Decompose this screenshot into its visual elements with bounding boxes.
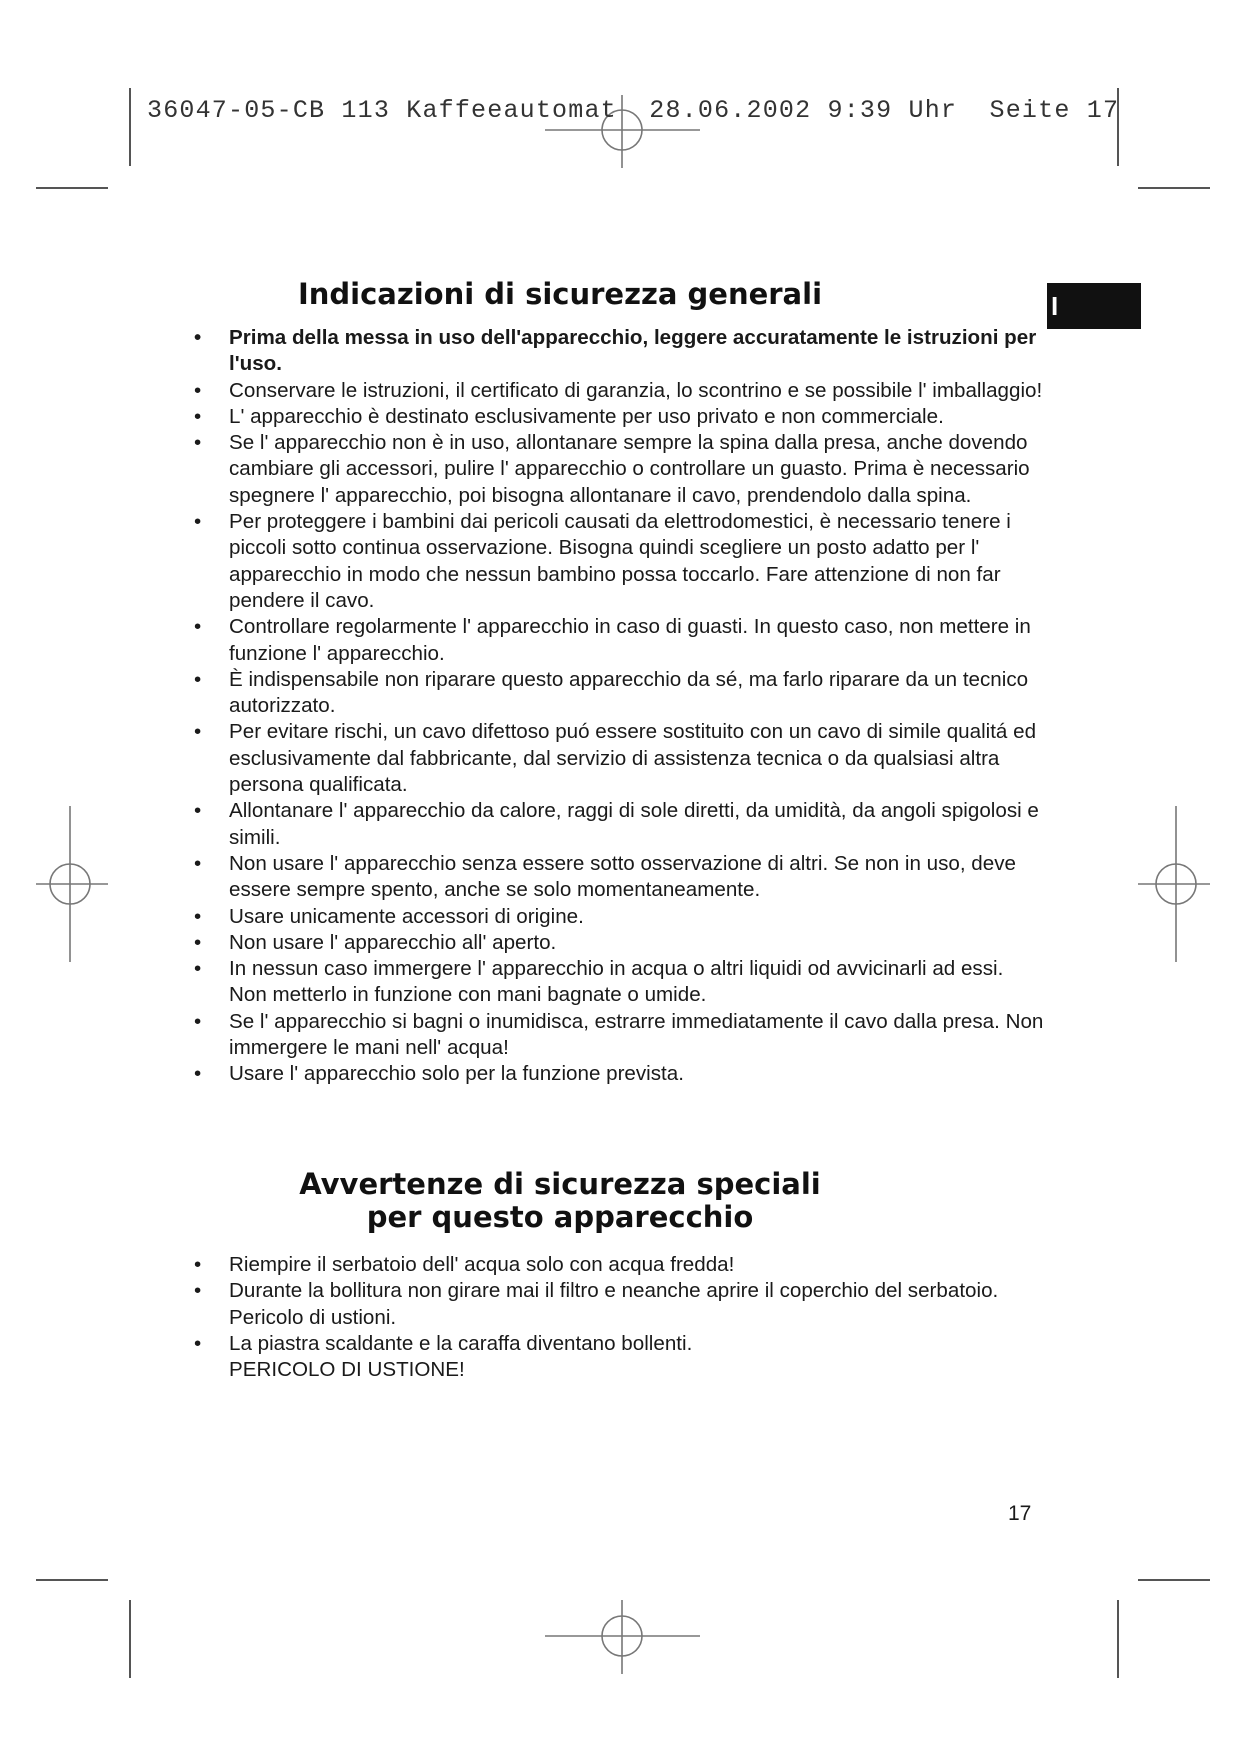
bullet: • bbox=[194, 1331, 202, 1355]
list-item-text: La piastra scaldante e la caraffa diventano bollenti. bbox=[229, 1331, 693, 1355]
list-item-text: In nessun caso immergere l' apparecchio in acqua o altri liquidi od avvicinarli ad essi. Non metterlo in funzione con mani bagnate o umide. bbox=[229, 957, 1004, 1007]
list-item-text: Per evitare rischi, un cavo difettoso puó essere sostituito con un cavo di simile qualitá ed esclusivamente dal fabbricante, dal servizio di assistenza tecnica o da qualsiasi altra persona qualificata. bbox=[229, 720, 1037, 797]
bullet: • bbox=[194, 720, 202, 744]
section-title-line: Avvertenze di sicurezza speciali bbox=[299, 1167, 821, 1201]
list-item bbox=[194, 1331, 1044, 1384]
bullet: • bbox=[194, 404, 202, 428]
bullet: • bbox=[194, 378, 202, 402]
section-title-general-safety: Indicazioni di sicurezza generali bbox=[297, 277, 823, 311]
list-item-text: È indispensabile non riparare questo apparecchio da sé, ma farlo riparare da un tecnico autorizzato. bbox=[229, 667, 1029, 718]
list-item bbox=[194, 614, 1044, 667]
list-item-text: Durante la bollitura non girare mai il filtro e neanche aprire il coperchio del serbatoio. Pericolo di ustioni. bbox=[229, 1279, 999, 1329]
list-item-text: Se l' apparecchio si bagni o inumidisca, estrarre immediatamente il cavo dalla presa. Non immergere le mani nell' acqua! bbox=[229, 1009, 1044, 1060]
bullet: • bbox=[194, 957, 202, 981]
list-item bbox=[194, 1061, 1044, 1087]
bullet: • bbox=[194, 851, 202, 875]
list-item bbox=[194, 1278, 1044, 1331]
bullet: • bbox=[194, 930, 202, 954]
list-item-text: Controllare regolarmente l' apparecchio in caso di guasti. In questo caso, non mettere in funzione l' apparecchio. bbox=[229, 615, 1031, 665]
list-item-text: Per proteggere i bambini dai pericoli causati da elettrodomestici, è necessario tenere i piccoli sotto continua osservazione. Bisogna quindi scegliere un posto adatto per l' apparecchio in modo che nessun bambino possa toccarlo. Fare attenzione di non far pendere il cavo. bbox=[229, 510, 1011, 612]
list-item bbox=[194, 1009, 1044, 1062]
bullet: • bbox=[194, 1009, 202, 1033]
list-item-text: Usare unicamente accessori di origine. bbox=[229, 904, 584, 928]
list-item-text: Usare l' apparecchio solo per la funzione prevista. bbox=[229, 1062, 684, 1086]
registration-mark-right bbox=[1138, 806, 1210, 962]
general-safety-list bbox=[194, 325, 1044, 1088]
list-item bbox=[194, 1252, 1044, 1278]
list-item bbox=[194, 798, 1044, 851]
list-item bbox=[194, 851, 1044, 904]
list-item bbox=[194, 325, 1044, 378]
language-tab: I bbox=[1047, 283, 1141, 329]
list-item-text: L' apparecchio è destinato esclusivamente per uso privato e non commerciale. bbox=[229, 404, 944, 428]
list-item bbox=[194, 378, 1044, 404]
list-item-text: Non usare l' apparecchio senza essere sotto osservazione di altri. Se non in uso, deve essere sempre spento, anche se solo momentaneamente. bbox=[229, 851, 1016, 902]
bullet: • bbox=[194, 667, 202, 691]
page-number: 17 bbox=[1008, 1502, 1032, 1525]
bullet: • bbox=[194, 326, 202, 349]
bullet: • bbox=[194, 510, 202, 534]
list-item bbox=[194, 430, 1044, 509]
list-item-text: Non usare l' apparecchio all' aperto. bbox=[229, 930, 557, 954]
list-item bbox=[194, 930, 1044, 956]
bullet: • bbox=[194, 431, 202, 455]
print-slug: 36047-05-CB 113 Kaffeeautomat 28.06.2002 9:39 Uhr Seite 17 bbox=[147, 96, 1120, 125]
section-title-special-warnings bbox=[180, 1168, 940, 1234]
list-item bbox=[194, 667, 1044, 720]
list-item-text: Se l' apparecchio non è in uso, allontanare sempre la spina dalla presa, anche dovendo cambiare gli accessori, pulire l' apparecchio o controllare un guasto. Prima è necessario spegnere l' apparecchio, poi bisogna allontanare il cavo, prendendolo dalla spina. bbox=[229, 431, 1030, 507]
bullet: • bbox=[194, 799, 202, 823]
list-item bbox=[194, 719, 1044, 798]
burn-warning: PERICOLO DI USTIONE! bbox=[229, 1358, 465, 1382]
list-item-text: Allontanare l' apparecchio da calore, raggi di sole diretti, da umidità, da angoli spigolosi e simili. bbox=[229, 799, 1039, 849]
list-item bbox=[194, 904, 1044, 930]
list-item bbox=[194, 404, 1044, 430]
section-title-line: per questo apparecchio bbox=[366, 1200, 754, 1234]
list-item-text: Riempire il serbatoio dell' acqua solo con acqua fredda! bbox=[229, 1253, 735, 1276]
bullet: • bbox=[194, 1279, 202, 1303]
bullet: • bbox=[194, 615, 202, 639]
list-item-text: Prima della messa in uso dell'apparecchio, leggere accuratamente le istruzioni per l'uso. bbox=[229, 326, 1037, 376]
list-item bbox=[194, 509, 1044, 614]
bullet: • bbox=[194, 904, 202, 928]
registration-mark-left bbox=[36, 806, 108, 962]
special-warnings-list bbox=[194, 1252, 1044, 1383]
bullet: • bbox=[194, 1253, 202, 1276]
bullet: • bbox=[194, 1062, 202, 1086]
list-item bbox=[194, 956, 1044, 1009]
list-item-text: Conservare le istruzioni, il certificato di garanzia, lo scontrino e se possibile l' imballaggio! bbox=[229, 378, 1043, 402]
registration-mark-bottom bbox=[545, 1600, 700, 1674]
